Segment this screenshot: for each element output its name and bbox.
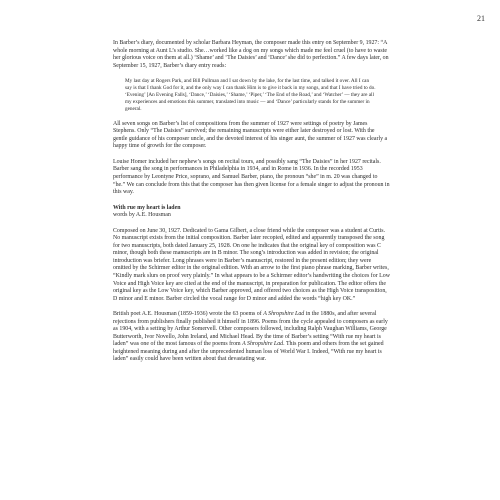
- page-number: 21: [477, 14, 485, 23]
- housman-text-c: . This poem and others from the set gained heightened meaning during and after the unprecedented human loss of World War I. Indeed, “With rue my heart is laden” easily could have been written about that devastating war.: [113, 341, 384, 363]
- section-heading: With rue my heart is laden: [113, 204, 181, 211]
- housman-text-b: in the 1880s, and after several rejections from publishers finally published it himself in 1896. Poems from the cycle appealed to composers as early as 1904, with a setting by Arthur Somervell. Other composers followed, including Ralph Vaughan Williams, George Butterworth, Ivor Novello, John Ireland, and Michael Head. By the time of Barber’s setting “With rue my heart is laden” was one of the most famous of the poems from: [113, 311, 388, 348]
- paragraph-recitals: Louise Homer included her nephew’s songs on recital tours, and possibly sang “The Daisies” in her 1927 recitals. Barber sang the song in performances in Philadelphia in 1934, and in Rome in 1936. In the recorded 1953 performance by Leontyne Price, soprano, and Samuel Barber, piano, the pronoun “she” in m. 20 was changed to “he.” We can conclude from this that the composer has then given license for a female singer to adjust the pronoun in this way.: [113, 158, 390, 196]
- paragraph-songs-list: All seven songs on Barber’s list of compositions from the summer of 1927 were settings of poetry by James Stephens. Only “The Daisies” survived; the remaining manuscripts were either later destroyed or lost. With the gentle guidance of his composer uncle, and the devoted interest of his singer aunt, the summer of 1927 was clearly a happy time of growth for the composer.: [113, 120, 388, 150]
- section-byline: words by A.E. Housman: [113, 212, 171, 219]
- book-title: A Shropshire Lad: [263, 311, 305, 318]
- paragraph-composition-history: Composed on June 30, 1927. Dedicated to Gama Gilbert, a close friend while the composer was a student at Curtis. No manuscript exists from the initial composition. Barber later recopied, edited and apparently transposed the song for two manuscripts, both dated January 25, 1928. On one he indicates that the original key of composition was C minor, though both these manuscripts are in B minor. The song’s introduction was added in revision; the original introduction was briefer. Long phrases were in Barber’s manuscript, restored in the present edition; they were omitted by the Schirmer editor in the original edition. With an arrow to the first piano phrase marking, Barber writes, “Kindly mark slurs on proof very plainly.” In what appears to be a Schirmer editor’s handwriting the choices for Low Voice and High Voice key are cited at the end of the manuscript, in preparation for publication. The editor offers the original key as the Low Voice key, which Barber approved, and offered two choices as the High Voice transposition, D minor and E minor. Barber circled the vocal range for D minor and added the words “high key OK.”: [113, 227, 390, 302]
- book-title: A Shropshire Lad: [242, 341, 284, 348]
- diary-blockquote: My last day at Rogers Park, and Bill Pullman and I sat down by the lake, for the last time, and talked it over. All I can say is that I thank God for it, and the only way I can thank Him is to give it back in my songs, and that I have tried to do. ‘Evening’ [An Evening Falls], ‘Dance,’ ‘Daisies,’ ‘Shame,’ ‘Piper,’ ‘The End of the Road,’ and ‘Watcher’ — they are all my experiences and emotions this summer, translated into music — and ‘Dance’ particularly stands for the summer in general.: [125, 78, 376, 112]
- paragraph-diary-intro: In Barber’s diary, documented by scholar Barbara Heyman, the composer made this entry on September 9, 1927: “A whole morning at Aunt L’s studio. She…worked like a dog on my songs which made me feel cruel (to have to waste her glorious voice on them at all.) ‘Shame’ and ‘The Daisies’ and ‘Dance’ she did to perfection.” A few days later, on September 15, 1927, Barber’s diary entry reads:: [113, 40, 389, 69]
- paragraph-housman: [113, 311, 390, 364]
- housman-text-a: British poet A.E. Housman (1859-1936) wrote the 63 poems of: [113, 311, 264, 318]
- page-body: [113, 40, 390, 372]
